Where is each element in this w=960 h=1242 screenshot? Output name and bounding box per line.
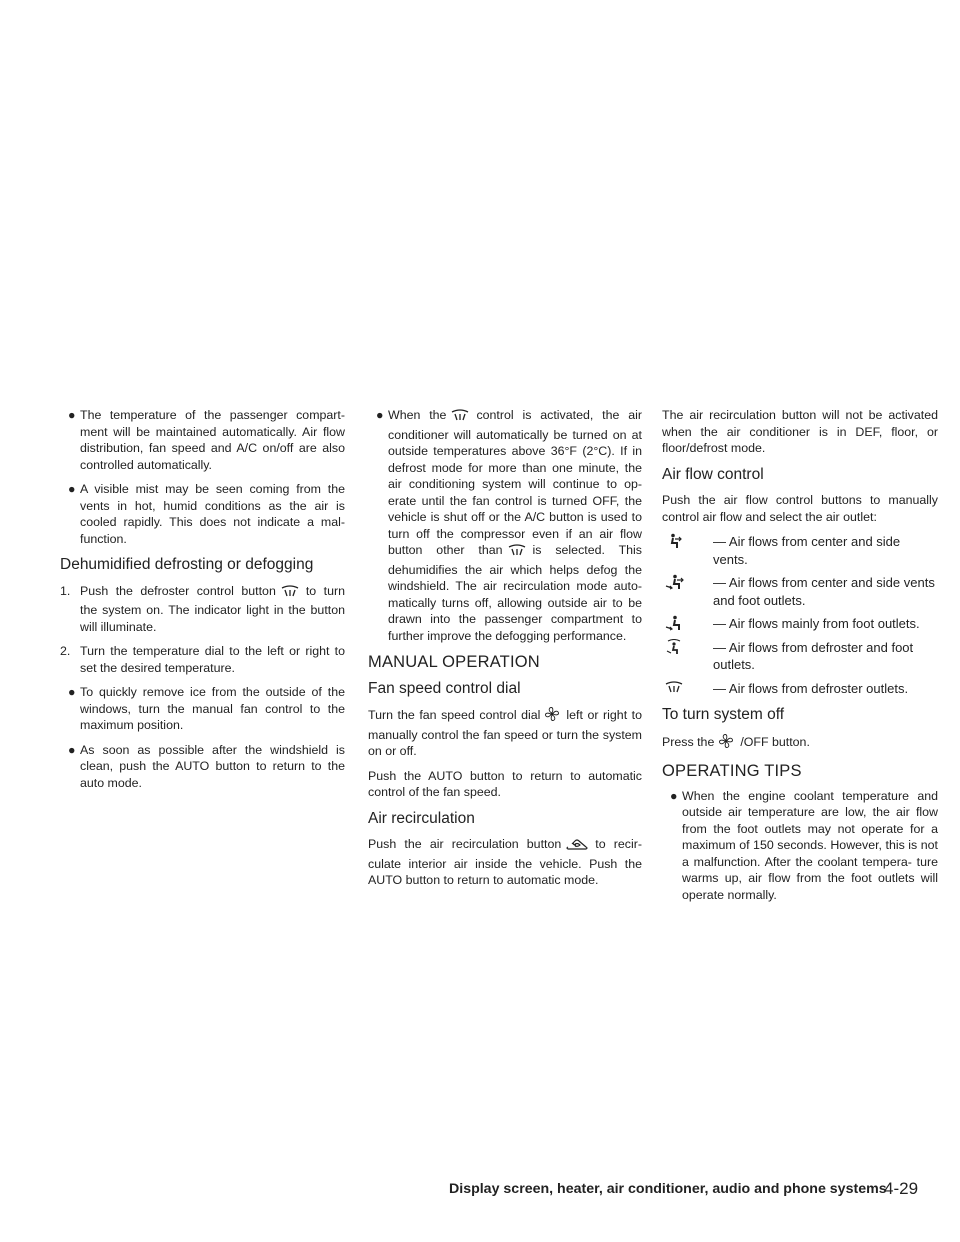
bullet-coolant-temp <box>662 788 938 904</box>
bullet-auto-return <box>60 742 345 792</box>
fan-icon <box>718 733 734 754</box>
step-text: Push the defroster control button <box>80 583 276 598</box>
step-text: Turn the temperature dial to the left or right to set the desired temperature. <box>80 644 345 675</box>
bullet-text: When the <box>388 408 447 422</box>
bullet-text: The temperature of the passenger compart- ment will be maintained automatically. Air flow distribution, fan speed and A/C on/off are also controlled automatically. <box>80 408 345 472</box>
bullet-text: When the engine coolant temperature and outside air temperature are low, the air flow from the foot outlets may not operate for a maximum of 150 seconds. However, this is not a malfunction. After the coolant tempera- ture warms up, air flow from the foot outlets will operate normally. <box>682 788 938 902</box>
airflow-desc: — Air flows mainly from foot outlets. <box>713 616 920 631</box>
para-text: to recir- culate interior air inside the vehicle. Push the AUTO button to return to automatic mode. <box>368 837 642 887</box>
bullet-passenger-temp <box>60 407 345 473</box>
heading-fan-speed: Fan speed control dial <box>368 679 521 697</box>
bullet-text: is selected. This dehumidifies the air which helps defog the windshield. The air recirculation mode auto- matically turns off, allowing outside air to be drawn into the passenger compartment to further improve the defogging performance. <box>388 543 642 643</box>
heading-air-recirculation: Air recirculation <box>368 809 475 827</box>
step-text: to turn the system on. The indicator light in the button will illuminate. <box>80 583 345 634</box>
airflow-defrost-row <box>662 680 938 698</box>
para-text: Turn the fan speed control dial <box>368 708 541 722</box>
heading-air-flow-control: Air flow control <box>662 465 764 483</box>
bullet-defrost-control <box>368 407 642 644</box>
step-2 <box>60 643 345 676</box>
step-number: 1. <box>60 583 71 598</box>
airflow-foot-row <box>662 615 938 633</box>
defroster-icon <box>664 680 684 699</box>
bullet-dot: ● <box>68 482 76 496</box>
bullet-text: As soon as possible after the windshield is clean, push the AUTO button to return to the auto mode. <box>80 742 345 790</box>
defroster-icon <box>507 543 527 562</box>
heading-manual-operation: MANUAL OPERATION <box>368 653 540 671</box>
para-text: /OFF button. <box>740 734 810 749</box>
bilevel-mode-icon <box>664 574 686 595</box>
footer-section-title: Display screen, heater, air conditioner, audio and phone systems <box>449 1181 887 1197</box>
airflow-bilevel-row <box>662 574 938 609</box>
para-recirc-note: The air recirculation button will not be activated when the air conditioner is in DEF, floor, or floor/defrost mode. <box>662 408 938 455</box>
airflow-vent-row <box>662 533 938 568</box>
step-1 <box>60 583 345 636</box>
vent-mode-icon <box>664 533 684 554</box>
fan-icon <box>544 706 560 727</box>
airflow-foot-defrost-row <box>662 639 938 674</box>
bullet-text: To quickly remove ice from the outside of the windows, turn the manual fan control to the maximum position. <box>80 685 345 732</box>
heading-turn-system-off: To turn system off <box>662 706 785 723</box>
bullet-dot: ● <box>376 408 384 422</box>
step-number: 2. <box>60 644 71 658</box>
para-text: Push the air recirculation button <box>368 837 562 851</box>
bullet-dot: ● <box>68 685 76 699</box>
bullet-visible-mist <box>60 481 345 547</box>
para-air-flow-intro: Push the air flow control buttons to manually control air flow and select the air outlet: <box>662 493 938 524</box>
para-turn-off <box>662 733 938 754</box>
bullet-dot: ● <box>68 742 76 757</box>
column-middle <box>368 407 642 897</box>
defroster-icon <box>280 584 300 603</box>
airflow-desc: — Air flows from defroster and foot outlets. <box>713 639 914 672</box>
bullet-dot: ● <box>68 408 76 422</box>
foot-defrost-mode-icon <box>664 639 684 660</box>
para-text: left or right to manually control the fan speed or turn the system on or off. <box>368 708 643 758</box>
airflow-desc: — Air flows from center and side vents. <box>713 534 901 567</box>
para-fan-auto: Push the AUTO button to return to automatic control of the fan speed. <box>368 768 642 799</box>
bullet-text: A visible mist may be seen coming from the vents in hot, humid conditions as the air is cooled rapidly. This does not indicate a mal- function. <box>80 482 345 546</box>
bullet-dot: ● <box>670 788 678 803</box>
bullet-text: control is activated, the air conditioner will automatically be turned on at outside temperatures above 36°F (2°C). If in defrost mode for more than one minute, the air conditioning system will continue to op- erate until the fan control is turned OFF, the vehicle is shut off or the A/C button is used to turn off the compressor even if an air flow button other than <box>388 408 642 557</box>
airflow-desc: — Air flows from center and side vents and foot outlets. <box>713 575 935 608</box>
column-left <box>60 407 345 799</box>
bullet-remove-ice <box>60 684 345 734</box>
recirculation-icon <box>565 837 589 856</box>
page-footer <box>449 1181 939 1197</box>
defroster-icon <box>450 408 470 427</box>
page-number: 4-29 <box>884 1179 919 1198</box>
heading-dehumidified: Dehumidified defrosting or defogging <box>60 556 314 573</box>
para-fan-speed-dial <box>368 706 642 760</box>
para-text: Press the <box>662 734 715 749</box>
airflow-desc: — Air flows from defroster outlets. <box>713 680 909 696</box>
foot-mode-icon <box>664 615 684 636</box>
heading-operating-tips: OPERATING TIPS <box>662 762 802 780</box>
column-right <box>662 407 938 911</box>
para-air-recirculation <box>368 836 642 889</box>
